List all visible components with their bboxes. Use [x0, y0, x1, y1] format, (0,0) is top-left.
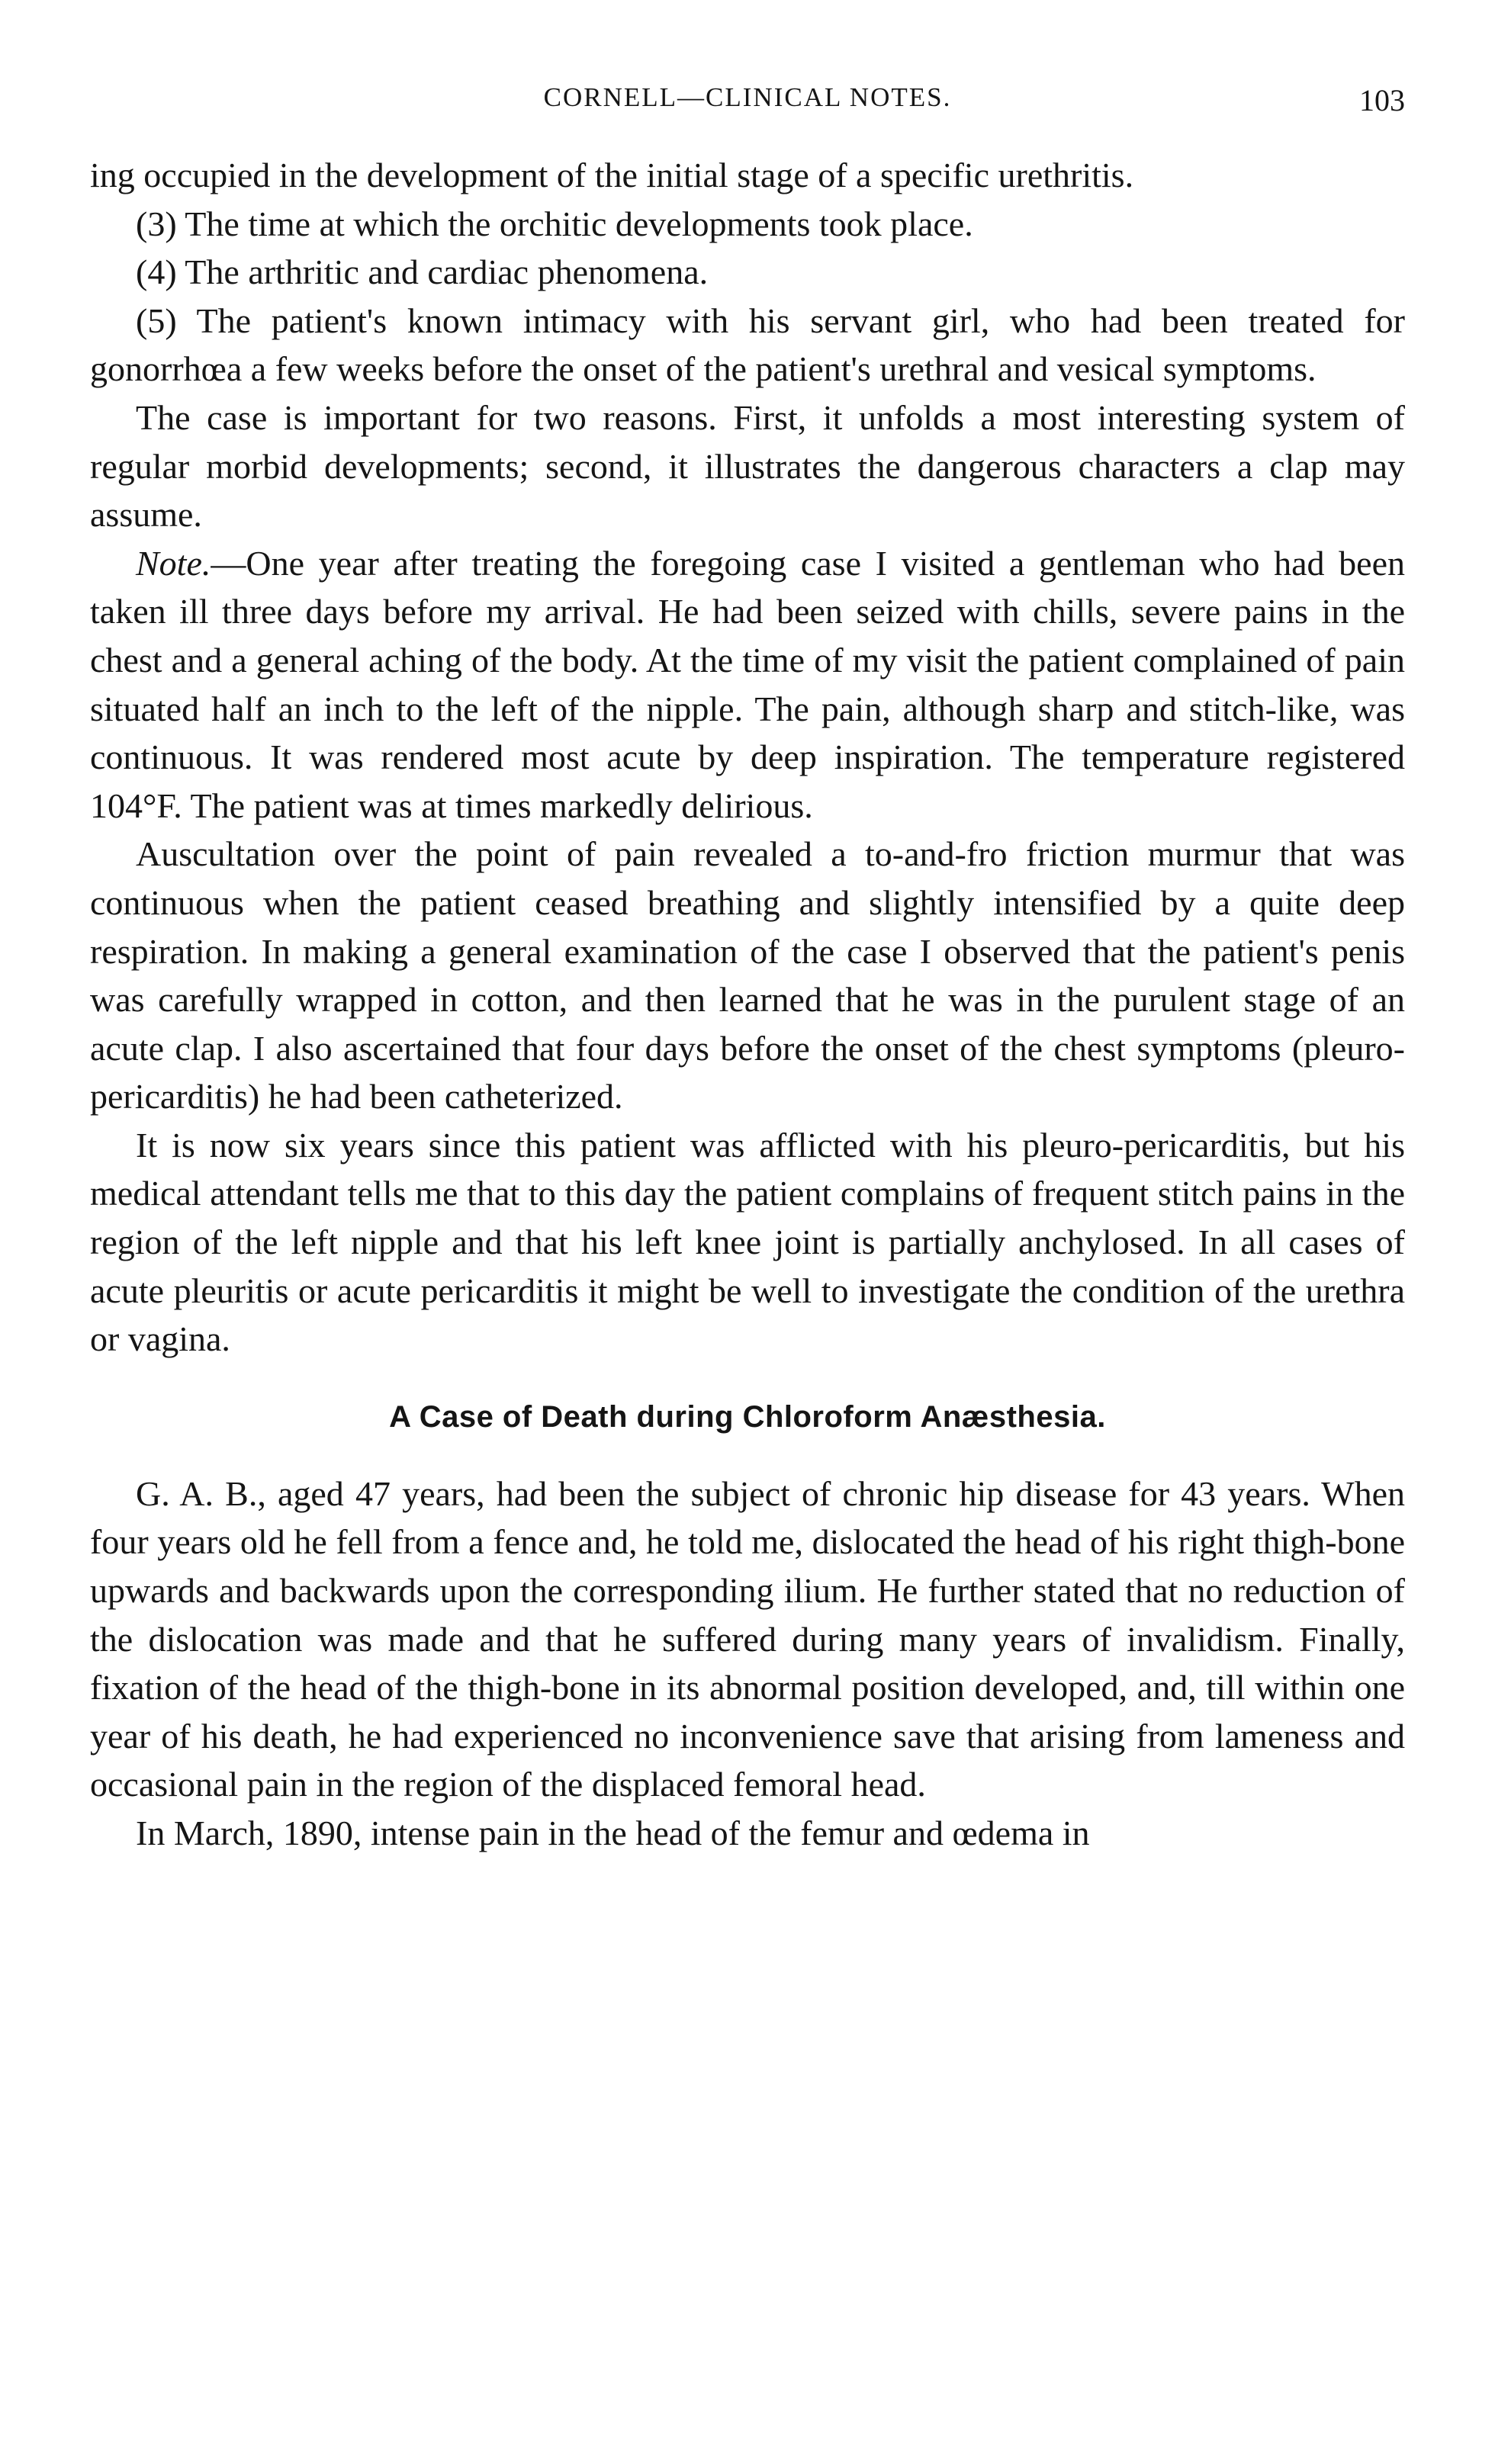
page-number: 103: [1359, 83, 1405, 117]
list-item-3: (3) The time at which the orchitic developments took place.: [136, 204, 973, 243]
running-title: CORNELL—CLINICAL NOTES.: [543, 82, 952, 112]
paragraph-march-1890: In March, 1890, intense pain in the head of the femur and œdema in: [136, 1813, 1090, 1852]
list-item-4: (4) The arthritic and cardiac phenomena.: [136, 252, 709, 292]
paragraph-followup: It is now six years since this patient was afflicted with his pleuro-pericarditis, but his medical attendant tells me that to this day the patient complains of frequent stitch pains in the region of the left nipple and that his left knee joint is partially anchylosed. In all cases of acute pleuritis or acute pericarditis it might be well to investigate the condition of the urethra or vagina.: [90, 1125, 1405, 1359]
note-text: —One year after treating the foregoing case I visited a gentleman who had been taken ill three days before my arrival. He had been seized with chills, severe pains in the chest and a general aching of the body. At the time of my visit the patient complained of pain situated half an inch to the left of the nipple. The pain, although sharp and stitch-like, was continuous. It was rendered most acute by deep inspiration. The temperature registered 104°F. The patient was at times markedly delirious.: [90, 543, 1405, 825]
journal-page: [90, 82, 1405, 1858]
paragraph-case-history: G. A. B., aged 47 years, had been the subject of chronic hip disease for 43 years. When four years old he fell from a fence and, he told me, dislocated the head of his right thigh-bone upwards and backwards upon the corresponding ilium. He further stated that no reduction of the dislocation was made and that he suffered during many years of invalidism. Finally, fixation of the head of the thigh-bone in its abnormal position developed, and, till within one year of his death, he had experienced no inconvenience save that arising from lameness and occasional pain in the region of the displaced femoral head.: [90, 1473, 1405, 1804]
paragraph-note: [90, 539, 1405, 830]
list-item-5: (5) The patient's known intimacy with his servant girl, who had been treated for gonorrhœa a few weeks before the onset of the patient's urethral and vesical symptoms.: [90, 300, 1405, 389]
note-lead: Note.: [136, 543, 211, 583]
paragraph-importance: The case is important for two reasons. First, it unfolds a most interesting system of regular morbid developments; second, it illustrates the dangerous characters a clap may assume.: [90, 397, 1405, 535]
running-head: [90, 82, 1405, 128]
paragraph-auscultation: Auscultation over the point of pain revealed a to-and-fro friction murmur that was continuous when the patient ceased breathing and slightly intensified by a quite deep respiration. In making a general examination of the case I observed that the patient's penis was carefully wrapped in cotton, and then learned that he was in the purulent stage of an acute clap. I also ascertained that four days before the onset of the chest symptoms (pleuro-pericarditis) he had been catheterized.: [90, 834, 1405, 1116]
paragraph-continuation: ing occupied in the development of the initial stage of a specific urethritis.: [90, 156, 1134, 194]
section-heading: A Case of Death during Chloroform Anæsthesia.: [389, 1399, 1106, 1434]
article-body: [90, 151, 1405, 1858]
